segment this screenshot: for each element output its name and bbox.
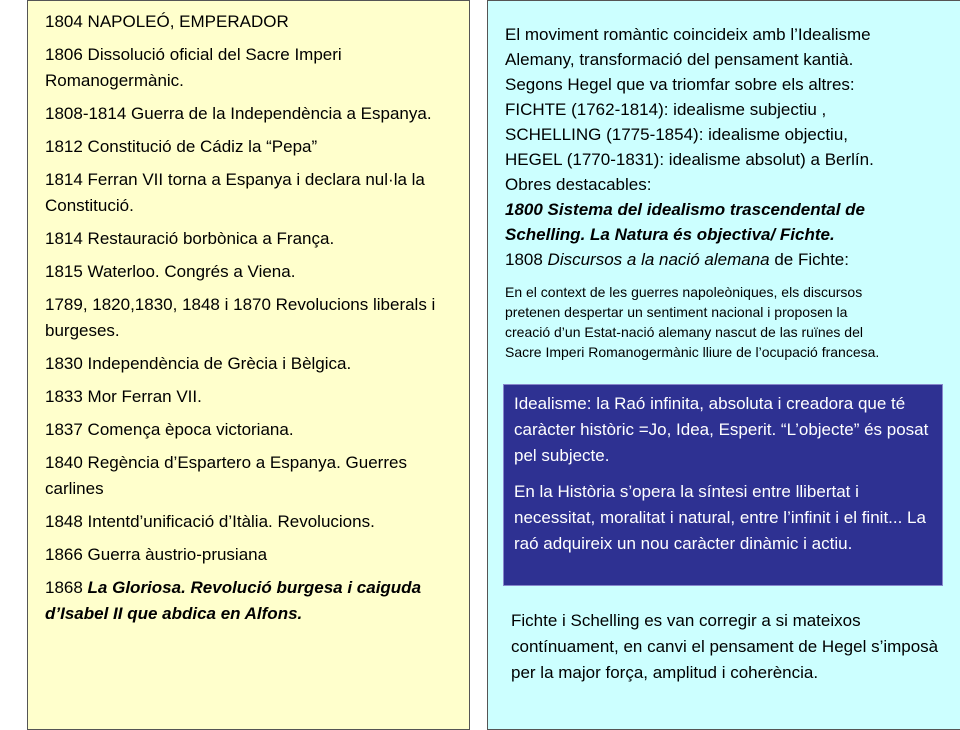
intro-text <box>505 22 960 272</box>
timeline-entry: 1815 Waterloo. Congrés a Viena. <box>45 262 296 281</box>
intro-line: Obres destacables: <box>505 175 652 194</box>
timeline-entry: 1830 Independència de Grècia i Bèlgica. <box>45 354 352 373</box>
timeline-entry-last <box>45 575 459 627</box>
timeline-entry: 1806 Dissolució oficial del Sacre Imperi Romanogermànic. <box>45 45 342 90</box>
intro-line: HEGEL (1770-1831): idealisme absolut) a Berlín. <box>505 150 874 169</box>
timeline-panel <box>27 0 470 730</box>
discursos-suffix: de Fichte: <box>769 250 849 269</box>
synthesis-paragraph: En la Història s’opera la síntesi entre llibertat i necessitat, moralitat i natural, entre l’infinit i el finit... La raó adquireix un nou caràcter dinàmic i actiu. <box>514 482 926 553</box>
timeline-entry: 1789, 1820,1830, 1848 i 1870 Revolucions liberals i burgeses. <box>45 295 436 340</box>
intro-line: Segons Hegel que va triomfar sobre els altres: <box>505 75 855 94</box>
intro-line: Alemany, transformació del pensament kantià. <box>505 50 854 69</box>
timeline-entry: 1804 NAPOLEÓ, EMPERADOR <box>45 12 289 31</box>
context-line: En el context de les guerres napoleòniques, els discursos <box>505 284 863 300</box>
timeline-entry: 1808-1814 Guerra de la Independència a Espanya. <box>45 104 432 123</box>
timeline-entry: 1814 Ferran VII torna a Espanya i declara nul·la la Constitució. <box>45 170 425 215</box>
discursos-line <box>505 247 960 272</box>
timeline-entry-emphasis: La Gloriosa. Revolució burgesa i caiguda d’Isabel II que abdica en Alfons. <box>45 578 422 623</box>
discursos-year: 1808 <box>505 250 548 269</box>
idealism-panel <box>487 0 960 730</box>
context-line: Sacre Imperi Romanogermànic lliure de l’ocupació francesa. <box>505 344 880 360</box>
definition-paragraph: Idealisme: la Raó infinita, absoluta i creadora que té caràcter històric =Jo, Idea, Esperit. “L’objecte” és posat pel subjecte. <box>514 394 929 465</box>
closing-text: Fichte i Schelling es van corregir a si mateixos contínuament, en canvi el pensament de Hegel s’imposà per la major força, amplitud i coherència. <box>511 611 939 682</box>
timeline-entry: 1837 Comença època victoriana. <box>45 420 294 439</box>
intro-line: El moviment romàntic coincideix amb l’Idealisme <box>505 25 871 44</box>
timeline-entry-year: 1868 <box>45 578 88 597</box>
works-line: Schelling. La Natura és objectiva/ Fichte. <box>505 225 835 244</box>
timeline-entry: 1814 Restauració borbònica a França. <box>45 229 335 248</box>
timeline-entry: 1848 Intentd’unificació d’Itàlia. Revolucions. <box>45 512 375 531</box>
timeline-entry: 1840 Regència d’Espartero a Espanya. Guerres carlines <box>45 453 407 498</box>
context-line: creació d’un Estat-nació alemany nascut de las ruïnes del <box>505 324 863 340</box>
works-line: 1800 Sistema del idealismo trascendental de <box>505 200 865 219</box>
context-text <box>505 282 960 362</box>
timeline-entry: 1833 Mor Ferran VII. <box>45 387 202 406</box>
context-line: pretenen despertar un sentiment nacional i proposen la <box>505 304 848 320</box>
idealism-definition-box <box>503 384 943 586</box>
intro-line: FICHTE (1762-1814): idealisme subjectiu , <box>505 100 827 119</box>
discursos-title: Discursos a la nació alemana <box>547 250 770 269</box>
timeline-entry: 1812 Constitució de Cádiz la “Pepa” <box>45 137 318 156</box>
intro-line: SCHELLING (1775-1854): idealisme objectiu, <box>505 125 849 144</box>
timeline-entry: 1866 Guerra àustrio-prusiana <box>45 545 268 564</box>
